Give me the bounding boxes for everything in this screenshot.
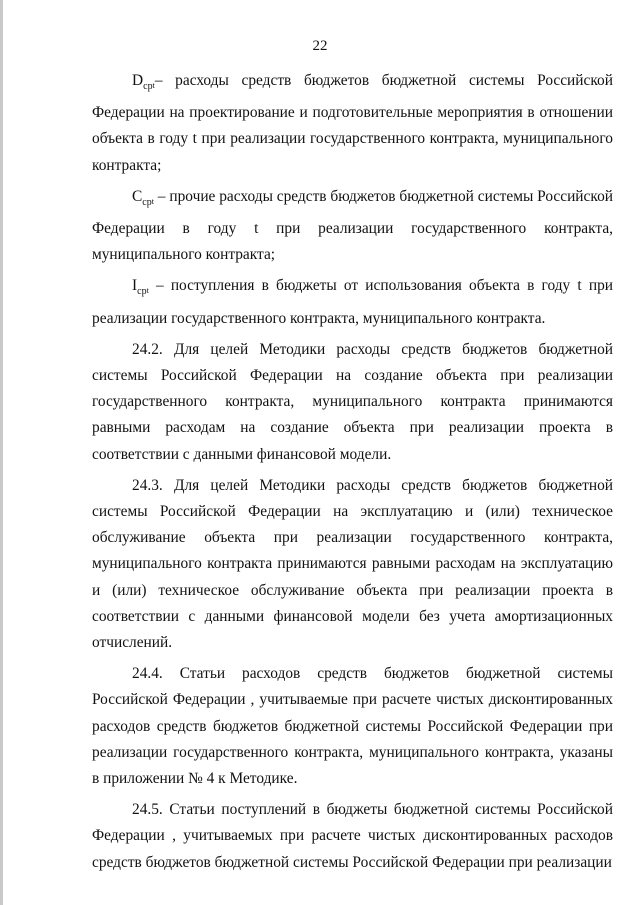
symbol-c-subscript: cp — [142, 196, 152, 208]
page-body — [92, 68, 613, 881]
paragraph-24-2: 24.2. Для целей Методики расходы средств бюджетов бюджетной системы Российской Федерации на создание объекта при реализации государственного контракта, муниципального контракта принимаются равными расходам на создание объекта при реализации проекта в соответствии с данными финансовой модели. — [92, 340, 613, 463]
symbol-i-subsubscript: t — [146, 286, 149, 296]
symbol-d: D — [132, 72, 144, 89]
definition-d-cp — [92, 68, 613, 179]
symbol-i: I — [132, 277, 138, 295]
definition-c-cp — [92, 184, 613, 269]
paragraph-24-5: 24.5. Статьи поступлений в бюджеты бюджетной системы Российской Федерации , учитываемых при расчете чистых дисконтированных расходов средств бюджетов бюджетной системы Российской Федерации при реализации — [92, 801, 613, 871]
definition-i-cp — [92, 273, 613, 331]
page-number: 22 — [312, 38, 328, 54]
symbol-d-subsubscript: t — [152, 81, 155, 90]
definition-c-text: – прочие расходы средств бюджетов бюджетной системы Российской Федерации в году t при реализации государственного контракта, муниципального контракта; — [92, 187, 614, 264]
symbol-c-subsubscript: t — [151, 196, 154, 206]
paragraph-24-3: 24.3. Для целей Методики расходы средств бюджетов бюджетной системы Российской Федерации на эксплуатацию и (или) техническое обслуживание объекта при реализации государственного контракта, муниципального контракта принимаются равными расходам на эксплуатацию и (или) техническое обслуживание объекта при реализации проекта в соответствии с данными финансовой модели без учета амортизационных отчислений. — [92, 476, 613, 652]
scan-edge — [0, 0, 3, 905]
paragraph-24-4: 24.4. Статьи расходов средств бюджетов бюджетной системы Российской Федерации , учитываемые при расчете чистых дисконтированных расходов средств бюджетов бюджетной системы Российской Федерации при реализации государственного контракта, муниципального контракта, указаны в приложении № 4 к Методике. — [92, 665, 613, 788]
definition-i-text: – поступления в бюджеты от использования объекта в году t при реализации государственного контракта, муниципального контракта. — [92, 277, 613, 327]
symbol-c: C — [132, 187, 143, 205]
definition-d-text: – расходы средств бюджетов бюджетной системы Российской Федерации на проектирование и подготовительные мероприятия в отношении объекта в году t при реализации государственного контракта, муниципального контракта; — [92, 72, 613, 174]
symbol-i-subscript: cp — [137, 286, 147, 298]
symbol-d-subscript: cp — [143, 81, 153, 92]
